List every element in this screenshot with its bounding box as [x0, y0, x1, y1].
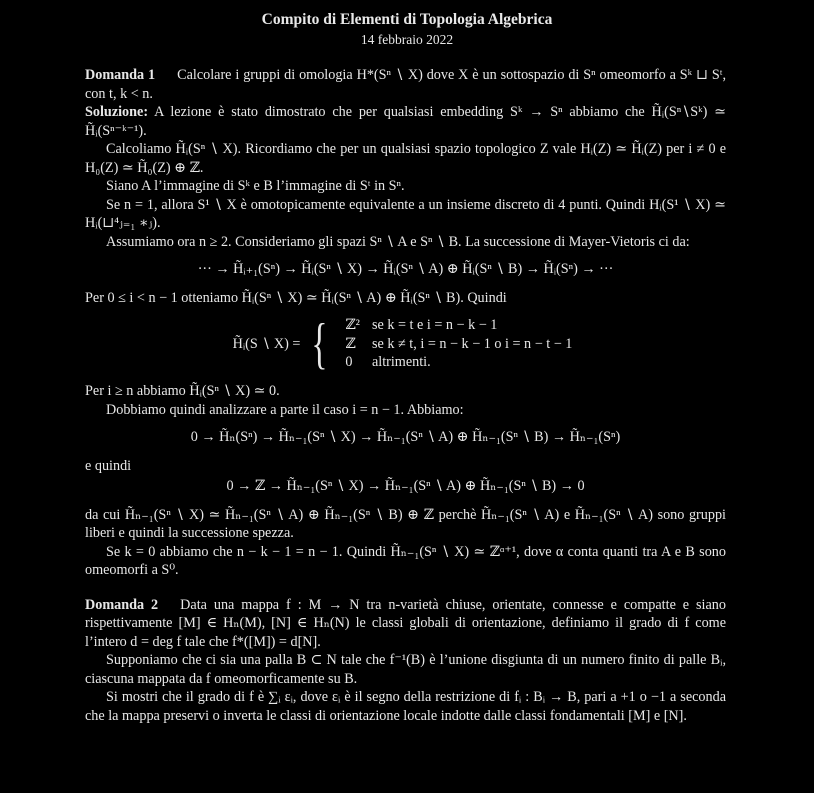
paragraph-da-cui: da cui H̃ₙ₋₁(Sⁿ ∖ X) ≃ H̃ₙ₋₁(Sⁿ ∖ A) ⊕ H̃ₙ₋₁(Sⁿ ∖ B) ⊕ ℤ perchè H̃ₙ₋₁(Sⁿ ∖ A) e H̃ₙ₋₁(Sⁿ ∖ A) sono gruppi liberi e quindi la successione spezza.: [85, 506, 726, 541]
question-2-label: Domanda 2: [85, 596, 159, 613]
paragraph-assumiamo: Assumiamo ora n ≥ 2. Consideriamo gli spazi Sⁿ ∖ A e Sⁿ ∖ B. La successione di Mayer-Vietoris ci da:: [106, 233, 690, 250]
document-title: Compito di Elementi di Topologia Algebrica: [261, 11, 553, 28]
paragraph-per-i-less: Per 0 ≤ i < n − 1 otteniamo H̃ᵢ(Sⁿ ∖ X) ≃ H̃ᵢ(Sⁿ ∖ A) ⊕ H̃ᵢ(Sⁿ ∖ B). Quindi: [85, 289, 507, 306]
question-1-text: Calcolare i gruppi di omologia H*(Sⁿ ∖ X) dove X è un sottospazio di Sⁿ omeomorfo a Sᵏ ⊔ Sᵗ, con t, k < n.: [85, 67, 726, 102]
solution-intro: [85, 103, 726, 140]
paragraph-calcoliamo: Calcoliamo H̃ᵢ(Sⁿ ∖ X). Ricordiamo che per un qualsiasi spazio topologico Z vale Hᵢ(Z) ≃ H̃ᵢ(Z) per i ≠ 0 e H₀(Z) ≃ H̃₀(Z) ⊕ ℤ.: [85, 141, 726, 176]
exact-sequence-2: 0 → ℤ → H̃ₙ₋₁(Sⁿ ∖ X) → H̃ₙ₋₁(Sⁿ ∖ A) ⊕ H̃ₙ₋₁(Sⁿ ∖ B) → 0: [226, 478, 585, 494]
document-date: 14 febbraio 2022: [360, 32, 454, 47]
solution-label: Soluzione:: [85, 104, 149, 120]
cases-lhs: H̃ᵢ(S ∖ X) =: [232, 335, 301, 352]
cases-table: [339, 316, 578, 372]
paragraph-si-mostri: Si mostri che il grado di f è ∑ᵢ εᵢ, dove εᵢ è il segno della restrizione di fᵢ : Bᵢ → B, pari a +1 o −1 a seconda che la mappa preservi o inverta le classi di orientazione locale indotte dalle classi fondamentali [M] e [N].: [85, 689, 726, 724]
case-row: [339, 335, 578, 354]
paragraph-dobbiamo: Dobbiamo quindi analizzare a parte il caso i = n − 1. Abbiamo:: [106, 401, 464, 418]
paragraph-e-quindi: e quindi: [85, 457, 132, 474]
paragraph-per-i-geq-n: Per i ≥ n abbiamo H̃ᵢ(Sⁿ ∖ X) ≃ 0.: [85, 383, 280, 399]
case-condition: se k ≠ t, i = n − k − 1 o i = n − t − 1: [371, 335, 573, 352]
case-row: [339, 353, 578, 372]
question-1: [85, 66, 726, 103]
case-value: ℤ²: [345, 317, 360, 334]
document-body: [85, 66, 726, 725]
case-condition: se k = t e i = n − k − 1: [371, 317, 498, 334]
case-condition: altrimenti.: [371, 354, 431, 371]
question-2: [85, 596, 726, 652]
left-brace: {: [311, 313, 328, 375]
section-gap: [85, 580, 726, 596]
paragraph-k-equals-0: Se k = 0 abbiamo che n − k − 1 = n − 1. Quindi H̃ₙ₋₁(Sⁿ ∖ X) ≃ ℤᵅ⁺¹, dove α conta quanti tra A e B sono omeomorfi a S⁰.: [85, 543, 726, 578]
question-2-text: Data una mappa f : M → N tra n-varietà chiuse, orientate, connesse e compatte e siano rispettivamente [M] ∈ Hₙ(M), [N] ∈ Hₙ(N) le classi globali di orientazione, definiamo il grado di f come l’intero d = deg f tale che f*([M]) = d[N].: [85, 596, 726, 650]
mayer-vietoris-sequence: ··· → H̃ᵢ₊₁(Sⁿ) → H̃ᵢ(Sⁿ ∖ X) → H̃ᵢ(Sⁿ ∖ A) ⊕ H̃ᵢ(Sⁿ ∖ B) → H̃ᵢ(Sⁿ) → ···: [197, 261, 614, 277]
solution-text: A lezione è stato dimostrato che per qualsiasi embedding Sᵏ → Sⁿ abbiamo che H̃ᵢ(Sⁿ∖Sᵏ) ≃ H̃ᵢ(Sⁿ⁻ᵏ⁻¹).: [85, 104, 727, 139]
cases-formula: [85, 313, 726, 375]
paragraph-n-equals-1: Se n = 1, allora S¹ ∖ X è omotopicamente equivalente a un insieme discreto di 4 punti. Quindi Hᵢ(S¹ ∖ X) ≃ Hᵢ(⊔⁴ⱼ₌₁ ∗ⱼ).: [85, 196, 726, 231]
case-row: [339, 316, 578, 335]
paragraph-supponiamo: Supponiamo che ci sia una palla B ⊂ N tale che f⁻¹(B) è l’unione disgiunta di un numero finito di palle Bᵢ, ciascuna mappata da f omeomorficamente su B.: [85, 652, 726, 687]
exact-sequence-1: 0 → H̃ₙ(Sⁿ) → H̃ₙ₋₁(Sⁿ ∖ X) → H̃ₙ₋₁(Sⁿ ∖ A) ⊕ H̃ₙ₋₁(Sⁿ ∖ B) → H̃ₙ₋₁(Sⁿ): [190, 429, 621, 445]
question-1-label: Domanda 1: [85, 67, 156, 83]
case-value: 0: [345, 354, 353, 371]
case-value: ℤ: [345, 335, 356, 352]
paragraph-siano: Siano A l’immagine di Sᵏ e B l’immagine di Sᵗ in Sⁿ.: [106, 178, 405, 194]
